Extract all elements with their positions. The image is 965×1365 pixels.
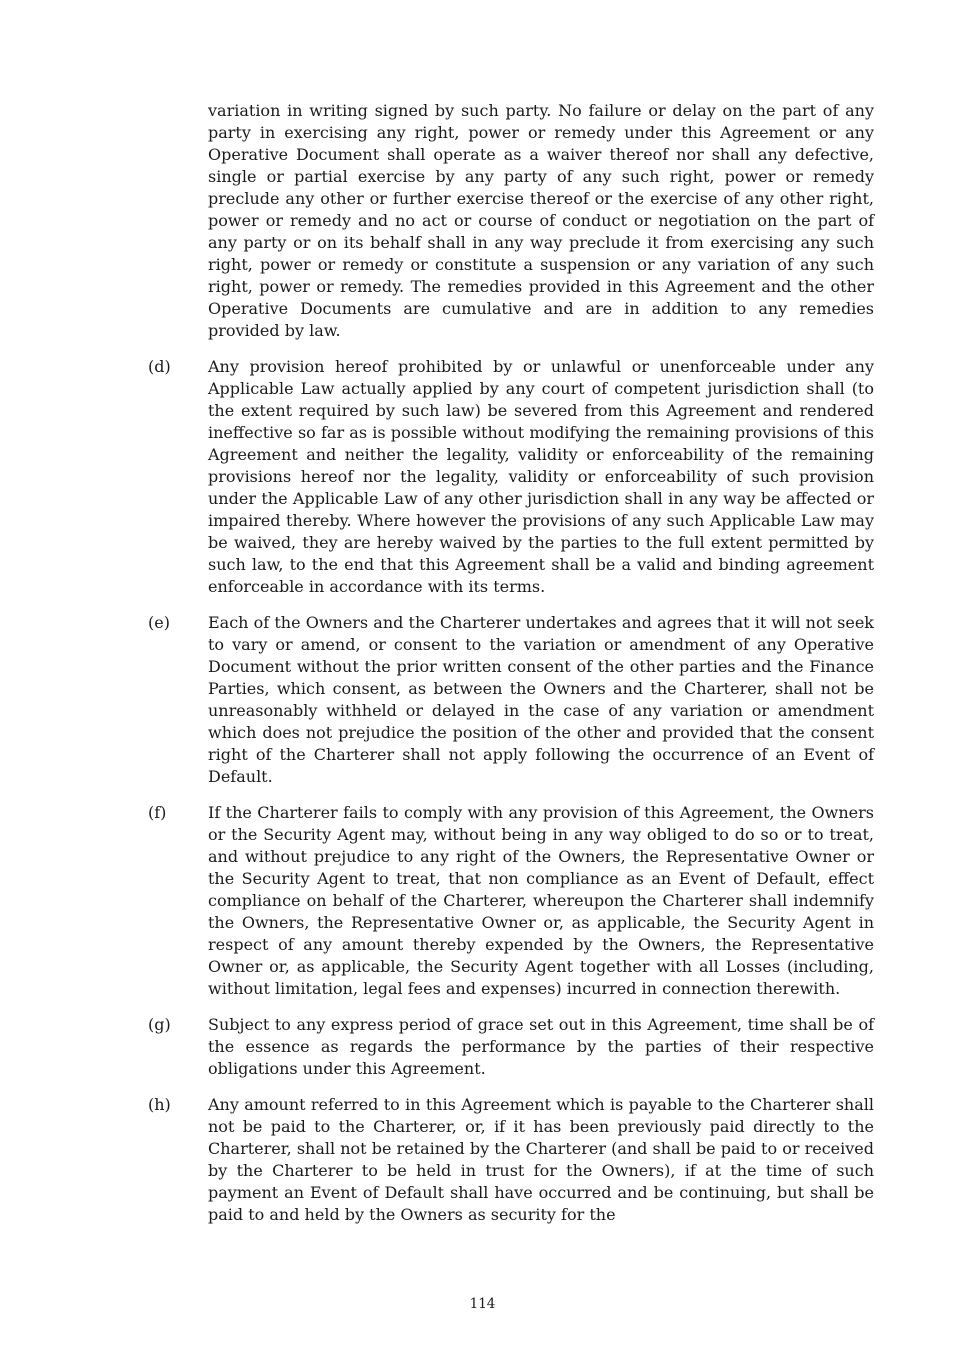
- paragraph-label: (d): [148, 357, 171, 376]
- paragraph-f: [148, 802, 874, 1000]
- paragraph-text: If the Charterer fails to comply with any provision of this Agreement, the Owners or the Security Agent may, without being in any way obliged to do so or to treat, and without prejudice to any right of the Owners, the Representative Owner or the Security Agent to treat, that non compliance as an Event of Default, effect compliance on behalf of the Charterer, whereupon the Charterer shall indemnify the Owners, the Representative Owner or, as applicable, the Security Agent in respect of any amount thereby expended by the Owners, the Representative Owner or, as applicable, the Security Agent together with all Losses (including, without limitation, legal fees and expenses) incurred in connection therewith.: [208, 803, 874, 998]
- paragraph-text: Each of the Owners and the Charterer undertakes and agrees that it will not seek to vary or amend, or consent to the variation or amendment of any Operative Document without the prior written consent of the other parties and the Finance Parties, which consent, as between the Owners and the Charterer, shall not be unreasonably withheld or delayed in the case of any variation or amendment which does not prejudice the position of the other and provided that the consent right of the Charterer shall not apply following the occurrence of an Event of Default.: [208, 613, 874, 786]
- paragraph-label: (e): [148, 613, 170, 632]
- paragraph-g: [148, 1014, 874, 1080]
- document-body: [148, 100, 874, 1240]
- paragraph-text: Subject to any express period of grace set out in this Agreement, time shall be of the essence as regards the performance by the parties of their respective obligations under this Agreement.: [208, 1015, 874, 1078]
- paragraph-e: [148, 612, 874, 788]
- paragraph-label: (f): [148, 803, 167, 822]
- paragraph-text: Any amount referred to in this Agreement which is payable to the Charterer shall not be paid to the Charterer, or, if it has been previously paid directly to the Charterer, shall not be retained by the Charterer (and shall be paid to or received by the Charterer to be held in trust for the Owners), if at the time of such payment an Event of Default shall have occurred and be continuing, but shall be paid to and held by the Owners as security for the: [208, 1095, 874, 1224]
- paragraph-label: (g): [148, 1015, 171, 1034]
- paragraph-label: (h): [148, 1095, 171, 1114]
- page-number: 114: [469, 1296, 496, 1312]
- paragraph-text: Any provision hereof prohibited by or unlawful or unenforceable under any Applicable Law actually applied by any court of competent jurisdiction shall (to the extent required by such law) be severed from this Agreement and rendered ineffective so far as is possible without modifying the remaining provisions of this Agreement and neither the legality, validity or enforceability of the remaining provisions hereof nor the legality, validity or enforceability of such provision under the Applicable Law of any other jurisdiction shall in any way be affected or impaired thereby. Where however the provisions of any such Applicable Law may be waived, they are hereby waived by the parties to the full extent permitted by such law, to the end that this Agreement shall be a valid and binding agreement enforceable in accordance with its terms.: [208, 357, 874, 596]
- paragraph-d: [148, 356, 874, 598]
- paragraph-text: variation in writing signed by such party. No failure or delay on the part of any party in exercising any right, power or remedy under this Agreement or any Operative Document shall operate as a waiver thereof nor shall any defective, single or partial exercise by any party of any such right, power or remedy preclude any other or further exercise thereof or the exercise of any other right, power or remedy and no act or course of conduct or negotiation on the part of any party or on its behalf shall in any way preclude it from exercising any such right, power or remedy or constitute a suspension or any variation of any such right, power or remedy. The remedies provided in this Agreement and the other Operative Documents are cumulative and are in addition to any remedies provided by law.: [208, 101, 874, 340]
- paragraph-continuation: [148, 100, 874, 342]
- paragraph-h: [148, 1094, 874, 1226]
